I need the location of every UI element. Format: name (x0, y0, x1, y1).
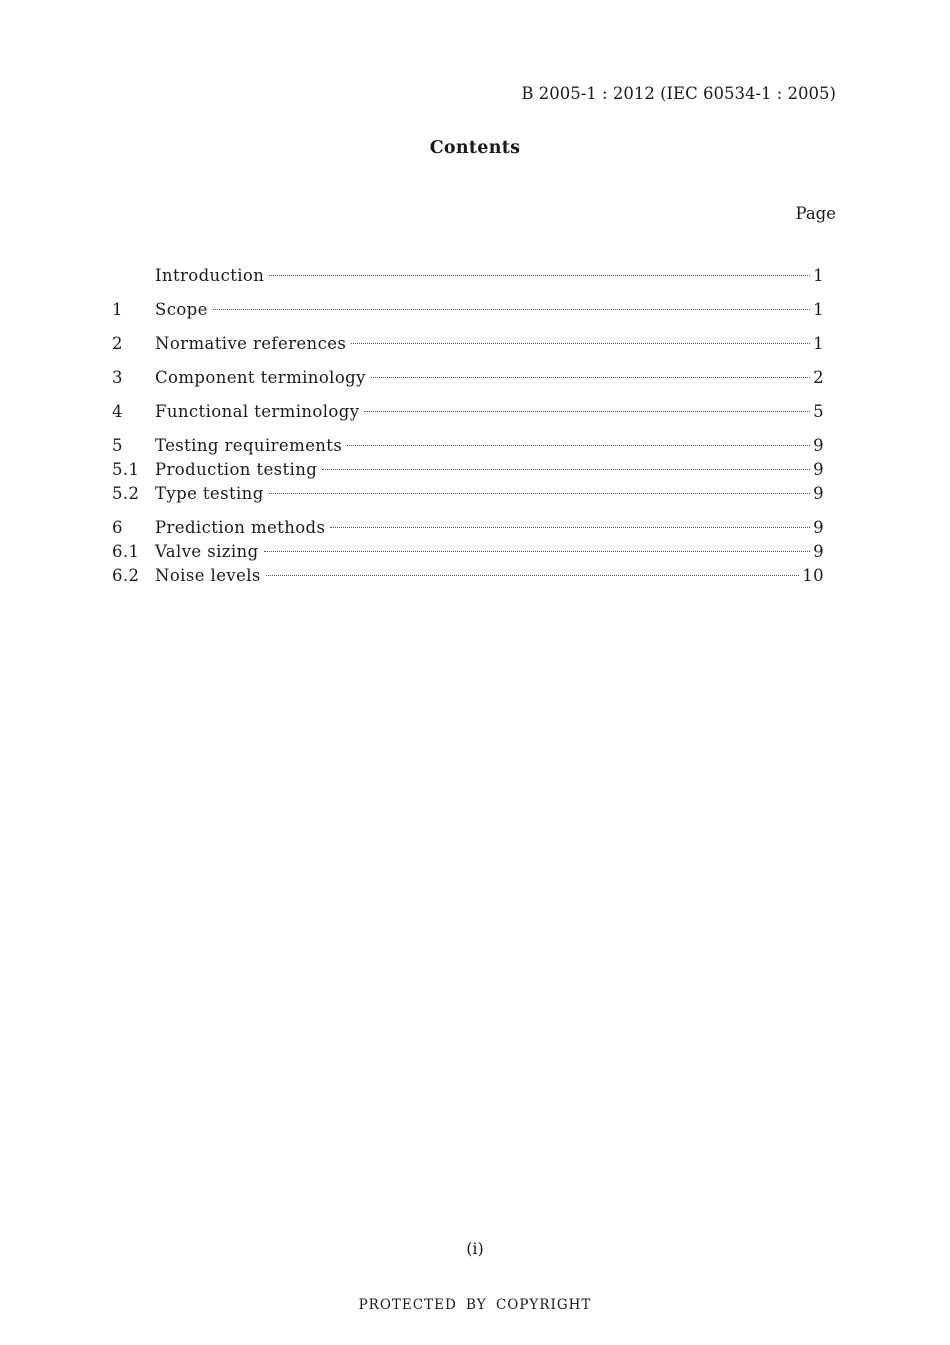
toc-dot-leader (351, 343, 810, 344)
toc-group (112, 334, 824, 358)
toc-entry-title: Prediction methods (155, 518, 326, 537)
toc-entry-page: 2 (813, 368, 824, 387)
toc-entry-title: Functional terminology (155, 402, 360, 421)
toc-entry-title: Scope (155, 300, 208, 319)
toc-entry[interactable] (112, 566, 824, 590)
toc-entry-number: 5.1 (112, 460, 140, 479)
toc-entry[interactable] (112, 266, 824, 290)
toc-entry-number: 3 (112, 368, 123, 387)
toc-dot-leader (347, 445, 810, 446)
page-title: Contents (429, 138, 521, 158)
toc-entry[interactable] (112, 484, 824, 508)
toc-entry-title: Introduction (155, 266, 265, 285)
toc-dot-leader (364, 411, 810, 412)
toc-entry-page: 1 (813, 300, 824, 319)
toc-entry-title: Normative references (155, 334, 347, 353)
toc-entry[interactable] (112, 542, 824, 566)
toc-group (112, 266, 824, 290)
toc-entry-title: Production testing (155, 460, 318, 479)
toc-dot-leader (264, 551, 811, 552)
toc-entry[interactable] (112, 402, 824, 426)
toc-entry[interactable] (112, 368, 824, 392)
toc-entry-number: 6 (112, 518, 123, 537)
toc-dot-leader (371, 377, 810, 378)
copyright-notice: PROTECTED BY COPYRIGHT (358, 1297, 592, 1313)
toc-group (112, 436, 824, 508)
toc-entry-page: 1 (813, 334, 824, 353)
toc-entry[interactable] (112, 518, 824, 542)
toc-group (112, 518, 824, 590)
toc-entry-title: Noise levels (155, 566, 261, 585)
toc-dot-leader (213, 309, 810, 310)
toc-entry-number: 6.1 (112, 542, 140, 561)
toc-entry-page: 1 (813, 266, 824, 285)
toc-group (112, 402, 824, 426)
toc-entry-number: 2 (112, 334, 123, 353)
toc-entry-page: 9 (813, 436, 824, 455)
toc-entry-number: 5.2 (112, 484, 140, 503)
toc-entry-page: 9 (813, 484, 824, 503)
toc-entry-number: 1 (112, 300, 123, 319)
toc-entry-number: 5 (112, 436, 123, 455)
toc-group (112, 300, 824, 324)
toc-entry-title: Testing requirements (155, 436, 343, 455)
toc-entry[interactable] (112, 436, 824, 460)
toc-entry-number: 4 (112, 402, 123, 421)
toc-entry-page: 10 (802, 566, 824, 585)
toc-dot-leader (330, 527, 810, 528)
toc-entry-page: 9 (813, 542, 824, 561)
page-column-label: Page (795, 204, 836, 223)
table-of-contents (112, 266, 824, 600)
toc-entry[interactable] (112, 334, 824, 358)
toc-dot-leader (322, 469, 810, 470)
toc-entry-page: 9 (813, 518, 824, 537)
page-number: (i) (466, 1239, 484, 1258)
toc-entry[interactable] (112, 300, 824, 324)
toc-entry-number: 6.2 (112, 566, 140, 585)
document-identifier: B 2005-1 : 2012 (IEC 60534-1 : 2005) (521, 84, 836, 103)
toc-group (112, 368, 824, 392)
toc-entry-title: Valve sizing (155, 542, 259, 561)
toc-dot-leader (269, 275, 810, 276)
toc-entry-page: 5 (813, 402, 824, 421)
toc-entry-title: Type testing (155, 484, 264, 503)
toc-entry-title: Component terminology (155, 368, 366, 387)
toc-entry[interactable] (112, 460, 824, 484)
toc-dot-leader (269, 493, 810, 494)
toc-dot-leader (266, 575, 799, 576)
toc-entry-page: 9 (813, 460, 824, 479)
